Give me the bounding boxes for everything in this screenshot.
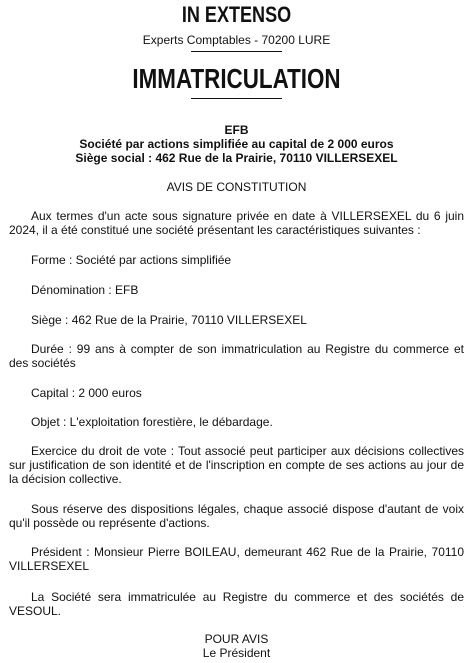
siege-line: Siège : 462 Rue de la Prairie, 70110 VILLERSEXEL (31, 313, 307, 327)
closing-pour-avis: POUR AVIS (204, 632, 269, 646)
company-seat: Siège social : 462 Rue de la Prairie, 70110 VILLERSEXEL (75, 151, 398, 165)
firm-name: IN EXTENSO (181, 2, 292, 27)
section-title: IMMATRICULATION (132, 63, 341, 94)
divider (191, 51, 282, 52)
closing-block (0, 632, 473, 660)
intro-paragraph: Aux termes d'un acte sous signature privée en date à VILLERSEXEL du 6 juin 2024, il a été constitué une société présentant les caractéristiques suivantes : (9, 209, 464, 237)
forme-line: Forme : Société par actions simplifiée (31, 253, 232, 267)
president-paragraph: Président : Monsieur Pierre BOILEAU, demeurant 462 Rue de la Prairie, 70110 VILLERSEXEL (9, 545, 464, 573)
company-name: EFB (224, 123, 249, 137)
denomination-line: Dénomination : EFB (31, 283, 139, 297)
firm-subtitle: Experts Comptables - 70200 LURE (142, 33, 331, 47)
reserve-paragraph: Sous réserve des dispositions légales, chaque associé dispose d'autant de voix qu'il possède ou représente d'actions. (9, 502, 464, 530)
duree-paragraph: Durée : 99 ans à compter de son immatriculation au Registre du commerce et des sociétés (9, 342, 464, 370)
company-legal-form: Société par actions simplifiée au capital de 2 000 euros (79, 137, 394, 151)
notice-title: AVIS DE CONSTITUTION (166, 180, 307, 194)
exercice-paragraph: Exercice du droit de vote : Tout associé peut participer aux décisions collectives sur justification de son identité et de l'inscription en compte de ses actions au jour de la décision collective. (9, 444, 464, 486)
closing-signatory: Le Président (202, 646, 271, 660)
rcs-paragraph: La Société sera immatriculée au Registre du commerce et des sociétés de VESOUL. (9, 590, 464, 618)
capital-line: Capital : 2 000 euros (31, 386, 142, 400)
objet-line: Objet : L'exploitation forestière, le débardage. (31, 415, 273, 429)
company-block (0, 123, 473, 165)
divider (191, 98, 282, 99)
